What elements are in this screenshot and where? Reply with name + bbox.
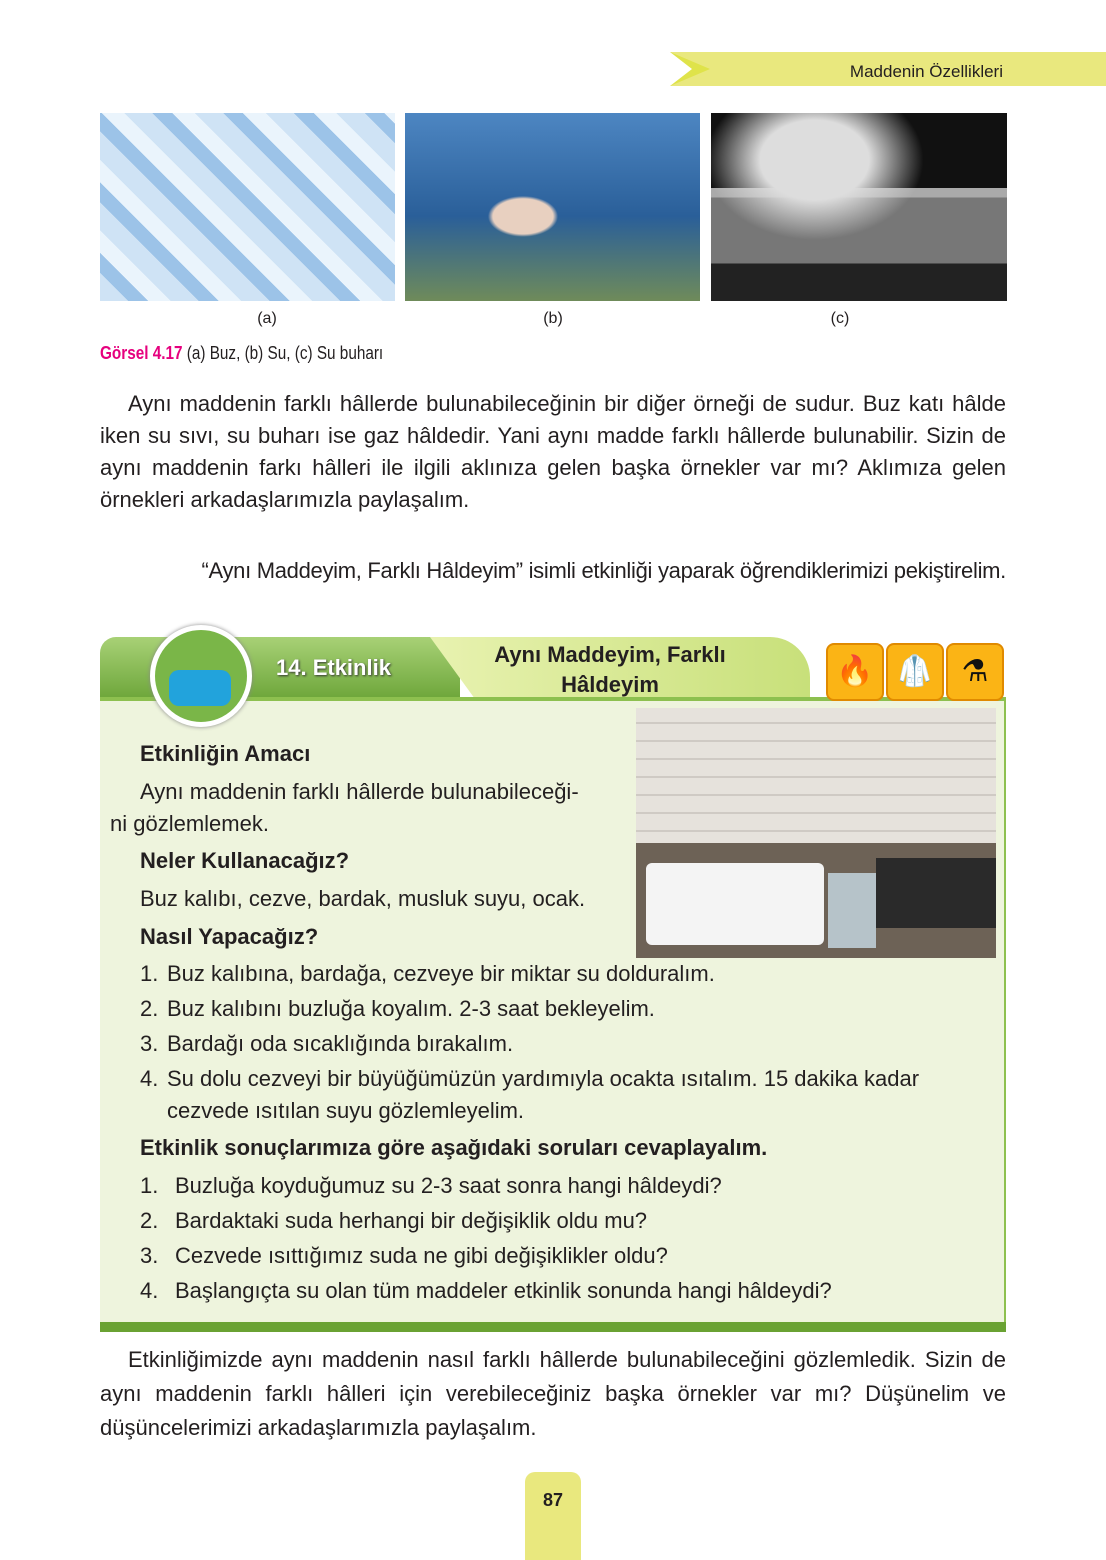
question-item: 3. Cezvede ısıttığımız suda ne gibi değişiklikler oldu? bbox=[140, 1243, 668, 1268]
aim-text-1: Aynı maddenin farklı hâllerde bulunabileceği- bbox=[140, 779, 579, 804]
water-photo bbox=[405, 113, 700, 301]
activity-header bbox=[100, 637, 1006, 701]
question-item: 1. Buzluğa koyduğumuz su 2-3 saat sonra hangi hâldeydi? bbox=[140, 1173, 722, 1198]
title-line-2: Hâldeyim bbox=[561, 672, 659, 697]
section-title: Maddenin Özellikleri bbox=[849, 62, 1003, 81]
intro-paragraph: Aynı maddenin farklı hâllerde bulunabileceğinin bir diğer örneği de sudur. Buz katı hâlde iken su sıvı, su buharı ise gaz hâldedir. Yani aynı madde farklı hâllerde bulunabilir. Sizin de aynı maddenin farkı hâlleri ile ilgili aklınıza gelen başka örnekler var mı? Aklımıza gelen örnekleri arkadaşlarımızla paylaşalım. bbox=[100, 391, 1006, 512]
question-item: 4. Başlangıçta su olan tüm maddeler etkinlik sonunda hangi hâldeydi? bbox=[140, 1278, 832, 1303]
pencil-case-icon bbox=[150, 625, 252, 727]
aim-text-2: ni gözlemlemek. bbox=[110, 811, 269, 836]
materials-heading: Neler Kullanacağız? bbox=[140, 848, 350, 873]
question-item: 2. Bardaktaki suda herhangi bir değişiklik oldu mu? bbox=[140, 1208, 648, 1233]
aim-heading: Etkinliğin Amacı bbox=[140, 741, 311, 766]
caption-b: (b) bbox=[543, 310, 563, 327]
figure-label: Görsel 4.17 bbox=[100, 343, 183, 363]
step-item: 1. Buz kalıbına, bardağa, cezveye bir miktar su dolduralım. bbox=[140, 961, 715, 986]
caption-c: (c) bbox=[830, 310, 850, 327]
figure-text: (a) Buz, (b) Su, (c) Su buharı bbox=[186, 343, 384, 363]
step-item: 3. Bardağı oda sıcaklığında bırakalım. bbox=[140, 1031, 514, 1056]
flask-icon: ⚗ bbox=[946, 643, 1004, 701]
title-line-1: Aynı Maddeyim, Farklı bbox=[494, 642, 726, 667]
activity-photo bbox=[636, 708, 996, 958]
page-number: 87 bbox=[525, 1472, 581, 1560]
step-item: 2. Buz kalıbını buzluğa koyalım. 2-3 saat bekleyelim. bbox=[140, 996, 655, 1021]
steam-photo bbox=[711, 113, 1007, 301]
activity-number: 14. Etkinlik bbox=[276, 655, 391, 680]
closing-paragraph: Etkinliğimizde aynı maddenin nasıl farklı hâllerde bulunabileceğini gözlemledik. Sizin de aynı maddenin farklı hâlleri için verebileceğiniz başka örnekler var mı? Düşünelim ve düşüncelerimizi arkadaşlarımızla paylaşalım. bbox=[100, 1347, 1006, 1440]
activity-bottom-bar bbox=[100, 1322, 1006, 1332]
step-item: 4. Su dolu cezveyi bir büyüğümüzün yardımıyla ocakta ısıtalım. 15 dakika kadar cezvede ısıtılan suyu gözlemleyelim. bbox=[140, 1066, 920, 1123]
steps-heading: Nasıl Yapacağız? bbox=[140, 924, 319, 949]
ice-photo bbox=[100, 113, 395, 301]
materials-text: Buz kalıbı, cezve, bardak, musluk suyu, ocak. bbox=[140, 886, 586, 911]
quote-line: “Aynı Maddeyim, Farklı Hâldeyim” isimli etkinliği yaparak öğrendiklerimizi pekiştirelim. bbox=[201, 558, 1006, 583]
section-header bbox=[670, 52, 1106, 86]
caption-a: (a) bbox=[257, 310, 277, 327]
figure-caption bbox=[100, 343, 383, 364]
fire-icon: 🔥 bbox=[826, 643, 884, 701]
questions-heading: Etkinlik sonuçlarımıza göre aşağıdaki soruları cevaplayalım. bbox=[140, 1135, 768, 1160]
activity-title bbox=[470, 640, 750, 700]
lab-coat-icon: 🥼 bbox=[886, 643, 944, 701]
